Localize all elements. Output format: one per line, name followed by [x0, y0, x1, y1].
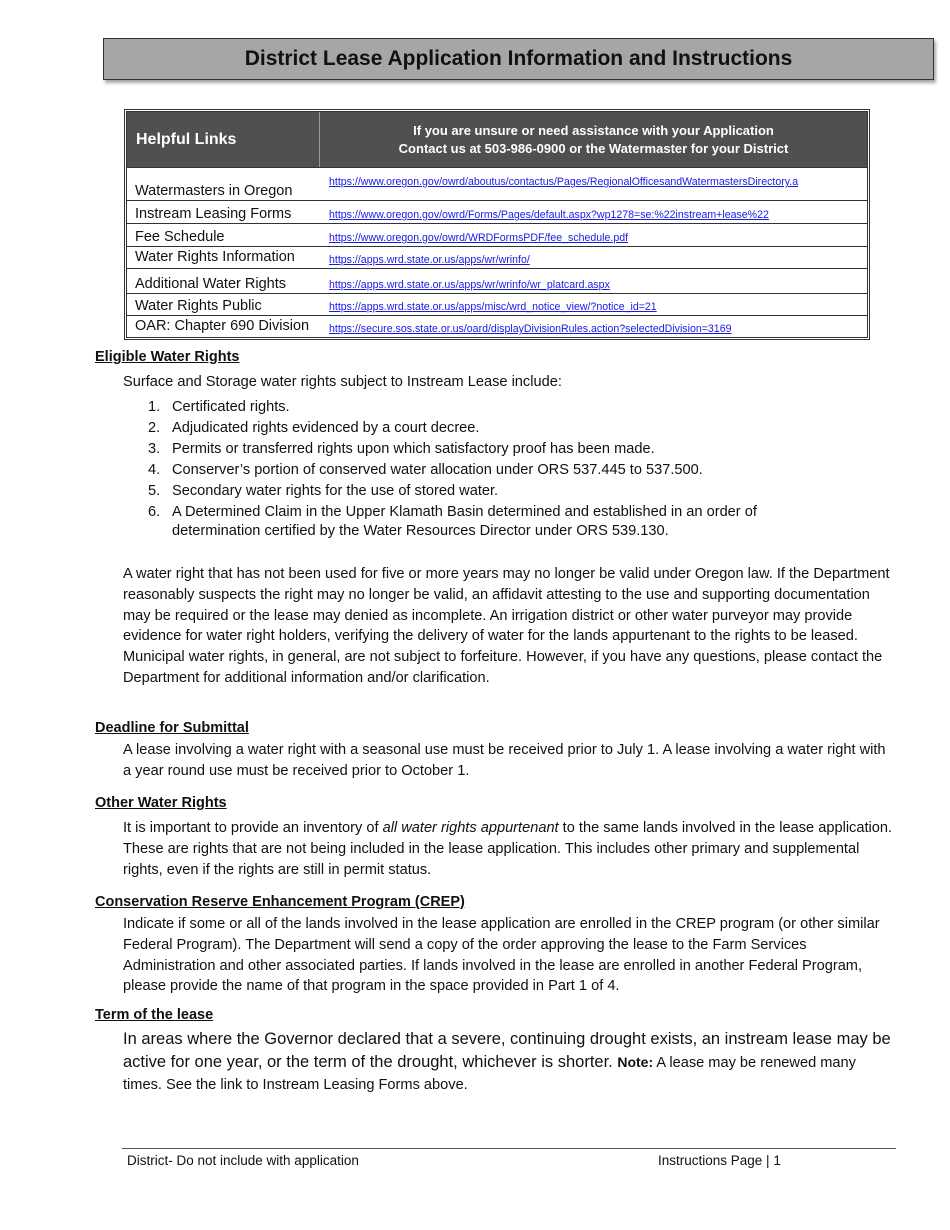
other-rights-heading: Other Water Rights: [95, 795, 227, 811]
link-url-oar-chapter-690[interactable]: https://secure.sos.state.or.us/oard/displayDivisionRules.action?selectedDivision=3169: [329, 323, 732, 335]
contact-line-1: If you are unsure or need assistance with your Application: [413, 122, 774, 138]
other-rights-text: It is important to provide an inventory of all water rights appurtenant to the same lands involved in the lease application. These are rights that are not being included in the lease application. This includes other primary and supplemental rights, even if the rights are still in permit status.: [123, 820, 893, 878]
footer-divider: [122, 1148, 896, 1149]
link-row-watermasters: [127, 167, 867, 200]
eligible-rights-list: [148, 398, 828, 543]
deadline-text: A lease involving a water right with a seasonal use must be received prior to July 1. A lease involving a water right with a year round use must be received prior to October 1.: [123, 742, 886, 779]
page-title: District Lease Application Information and Instructions: [103, 38, 934, 80]
link-row-water-rights-public: [127, 293, 867, 315]
emphasis-text: all water rights appurtenant: [382, 820, 559, 836]
link-row-instream-forms: [127, 200, 867, 223]
term-text: In areas where the Governor declared that a severe, continuing drought exists, an instream lease may be active for one year, or the term of the drought, whichever is shorter. Note: A lease may be renewed many times. See the link to Instream Leasing Forms above.: [123, 1030, 891, 1093]
helpful-links-title: Helpful Links: [127, 112, 320, 167]
eligible-intro: Surface and Storage water rights subject to Instream Lease include:: [123, 374, 562, 390]
link-label: Fee Schedule: [135, 229, 225, 245]
helpful-links-table: [124, 109, 870, 340]
contact-line-2: Contact us at 503-986-0900 or the Watermaster for your District: [398, 140, 789, 156]
link-url-watermasters[interactable]: https://www.oregon.gov/owrd/aboutus/contactus/Pages/RegionalOfficesandWatermastersDirectory.a: [329, 176, 799, 188]
link-label: Additional Water Rights: [135, 276, 286, 292]
link-url-instream-forms[interactable]: https://www.oregon.gov/owrd/Forms/Pages/default.aspx?wp1278=se:%22instream+lease%22: [329, 209, 769, 221]
link-url-fee-schedule[interactable]: https://www.oregon.gov/owrd/WRDFormsPDF/fee_schedule.pdf: [329, 232, 629, 244]
link-url-water-rights-public[interactable]: https://apps.wrd.state.or.us/apps/misc/wrd_notice_view/?notice_id=21: [329, 301, 657, 313]
link-row-oar-chapter-690: [127, 315, 867, 337]
link-row-water-rights-info: [127, 246, 867, 268]
helpful-links-header: [127, 112, 867, 167]
link-label: OAR: Chapter 690 Division: [135, 318, 310, 334]
link-row-fee-schedule: [127, 223, 867, 246]
deadline-heading: Deadline for Submittal: [95, 720, 249, 736]
link-label: Water Rights Public: [135, 298, 262, 314]
note-label: Note:: [617, 1054, 654, 1070]
footer-left: District- Do not include with application: [127, 1153, 359, 1168]
crep-text: Indicate if some or all of the lands involved in the lease application are enrolled in the CREP program (or other similar Federal Program). The Department will send a copy of the order approving the lease to the Farm Services Administration and other associated parties. If lands involved in the lease are enrolled in another Federal Program, please provide the name of that program in the space provided in Part 1 of 4.: [123, 916, 880, 995]
list-item: 3. Permits or transferred rights upon which satisfactory proof has been made.: [148, 441, 655, 457]
link-url-water-rights-info[interactable]: https://apps.wrd.state.or.us/apps/wr/wrinfo/: [329, 254, 530, 266]
list-item: 4. Conserver’s portion of conserved water allocation under ORS 537.445 to 537.500.: [148, 462, 703, 478]
crep-heading: Conservation Reserve Enhancement Program (CREP): [95, 894, 465, 910]
link-url-additional-rights[interactable]: https://apps.wrd.state.or.us/apps/wr/wrinfo/wr_platcard.aspx: [329, 279, 610, 291]
eligible-heading: Eligible Water Rights: [95, 349, 240, 365]
link-row-additional-rights: [127, 268, 867, 293]
link-label: Water Rights Information: [135, 249, 295, 265]
list-item: 2. Adjudicated rights evidenced by a court decree.: [148, 420, 480, 436]
footer-page-number: Instructions Page | 1: [658, 1153, 781, 1168]
list-item: 5. Secondary water rights for the use of stored water.: [148, 483, 499, 499]
link-label: Watermasters in Oregon: [135, 183, 293, 199]
link-label: Instream Leasing Forms: [135, 206, 292, 222]
list-item: 6. A Determined Claim in the Upper Klamath Basin determined and established in an order of determination certified by the Water Resources Director under ORS 539.130.: [148, 504, 757, 539]
list-item: 1. Certificated rights.: [148, 399, 290, 415]
term-heading: Term of the lease: [95, 1007, 214, 1023]
forfeiture-paragraph: A water right that has not been used for five or more years may no longer be valid under Oregon law. If the Department reasonably suspects the right may no longer be valid, an affidavit attesting to the use and supporting documentation may be required or the lease may denied as incomplete. An irrigation district or other water purveyor may provide evidence for water right holders, verifying the delivery of water for the lands appurtenant to the rights to be leased. Municipal water rights, in general, are not subject to forfeiture. However, if you have any questions, please contact the Department for additional information and/or clarification.: [123, 566, 890, 686]
contact-info: [320, 112, 867, 167]
